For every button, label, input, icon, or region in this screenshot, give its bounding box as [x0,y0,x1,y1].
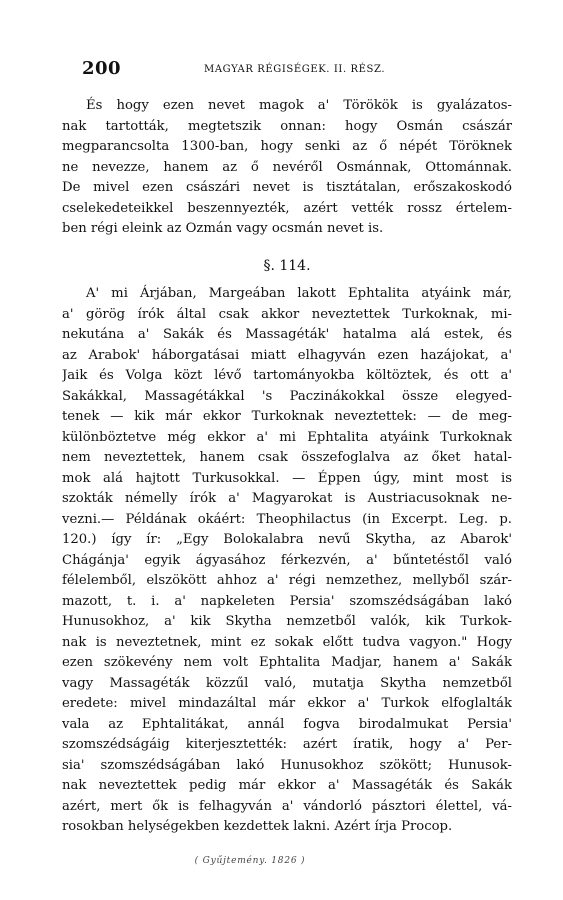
page-header [62,58,512,82]
text-line: a' görög írók által csak akkor neveztettek Turkoknak, mi- [62,306,512,322]
text-line: nak is neveztetnek, mint ez sokak előtt tudva vagyon." Hogy [62,634,512,650]
paragraph-1 [62,96,512,240]
text-line: Jaik és Volga közt lévő tartományokba költöztek, és ott a' [62,368,512,383]
text-line: mok alá hajtott Turkusokkal. — Éppen úgy, mint most is [62,470,512,486]
text-line: megparancsolta 1300-ban, hogy senki az ő népét Töröknek [62,139,512,154]
text-line: az Arabok' háborgatásai miatt elhagyván ezen hazájokat, a' [62,347,512,363]
text-line: vala az Ephtalitákat, annál fogva birodalmukat Persia' [62,716,512,732]
text-line: különböztetve még ekkor a' mi Ephtalita atyáink Turkoknak [62,429,512,445]
text-line: ezen szökevény nem volt Ephtalita Madjar, hanem a' Sakák [62,655,512,670]
text-line: És hogy ezen nevet magok a' Törökök is gyalázatos- [86,98,512,113]
text-line: Chágánja' egyik ágyasához férkezvén, a' bűntetéstől való [62,552,512,568]
text-line: ne nevezze, hanem az ő nevéről Osmánnak, Ottománnak. [62,159,512,175]
text-line: nak neveztettek pedig már ekkor a' Massagéták és Sakák [62,778,512,793]
text-line: szomszédságáig kiterjesztették: azért íratik, hogy a' Per- [62,737,512,752]
text-line: félelemből, elszökött ahhoz a' régi nemzethez, mellyből szár- [62,573,512,588]
running-title: MAGYAR RÉGISÉGEK. II. RÉSZ. [204,64,386,75]
text-line: szokták némelly írók a' Magyarokat is Austriacusoknak ne- [62,491,512,506]
section-heading: §. 114. [263,258,311,274]
text-line: Sakákkal, Massagétákkal 's Paczinákokkal össze elegyed- [62,388,512,404]
text-line: vagy Massagéták közzűl való, mutatja Skytha nemzetből [62,675,512,691]
paragraph-2 [62,284,512,838]
text-line: mazott, t. i. a' napkeleten Persia' szomszédságában lakó [62,593,512,609]
text-line: nak tartották, megtetszik onnan: hogy Osmán császár [62,118,512,134]
text-line: rosokban helységekben kezdettek lakni. Azért írja Procop. [62,819,453,834]
text-line: De mivel ezen császári nevet is tisztátalan, erőszakoskodó [62,180,512,195]
text-line: nekutána a' Sakák és Massagéták' hatalma alá estek, és [62,327,512,342]
text-line: ben régi eleink az Ozmán vagy ocsmán nevet is. [62,221,384,236]
text-line: A' mi Árjában, Margeában lakott Ephtalita atyáink már, [86,286,512,301]
text-line: vezni.— Példának okáért: Theophilactus (in Excerpt. Leg. p. [62,511,512,527]
text-line: 120.) így ír: „Egy Bolokalabra nevű Skytha, az Abarok' [62,532,512,547]
footer-signature: ( Gyűjtemény. 1826 ) [194,856,306,866]
page-number: 200 [82,58,122,79]
text-line: Hunusokhoz, a' kik Skytha nemzetből valók, kik Turkok- [62,614,512,629]
text-line: eredete: mivel mindazáltal már ekkor a' Turkok elfoglalták [62,696,512,711]
text-line: tenek — kik már ekkor Turkoknak neveztettek: — de meg- [62,409,512,424]
text-line: nem neveztettek, hanem csak összefoglalva az őket hatal- [62,450,512,465]
text-line: azért, mert ők is felhagyván a' vándorló pásztori élettel, vá- [62,798,512,814]
text-line: sia' szomszédságában lakó Hunusokhoz szökött; Hunusok- [62,757,512,773]
text-line: cselekedeteikkel beszennyezték, azért vették rossz értelem- [62,200,512,216]
